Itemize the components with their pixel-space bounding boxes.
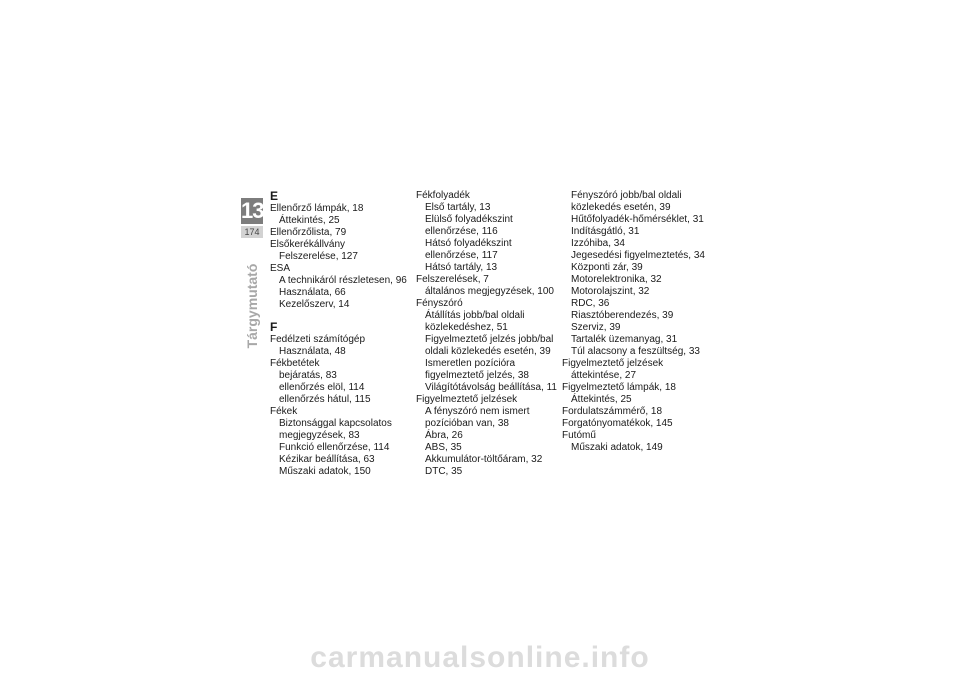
index-subentry: Világítótávolság beállítása, 11 (425, 382, 557, 393)
index-subentry: Túl alacsony a feszültség, 33 (571, 346, 700, 357)
index-column-2 (416, 190, 561, 478)
index-entry: Forgatónyomatékok, 145 (562, 418, 673, 429)
index-subentry: Kezelőszerv, 14 (279, 299, 350, 310)
index-column-3 (562, 190, 707, 454)
index-subentry: ABS, 35 (425, 442, 462, 453)
index-subentry: A fényszóró nem ismert (425, 406, 530, 417)
index-subentry: Akkumulátor-töltőáram, 32 (425, 454, 543, 465)
index-subentry: bejáratás, 83 (279, 370, 337, 381)
index-subentry: DTC, 35 (425, 466, 463, 477)
index-subentry: ellenőrzés elöl, 114 (279, 382, 365, 393)
index-subentry: Ismeretlen pozícióra (425, 358, 516, 369)
index-entry: Ellenőrző lámpák, 18 (270, 203, 364, 214)
index-subentry: közlekedés esetén, 39 (571, 202, 671, 213)
index-entry: Fordulatszámmérő, 18 (562, 406, 663, 417)
index-subentry: pozícióban van, 38 (425, 418, 509, 429)
index-subentry: Funkció ellenőrzése, 114 (279, 442, 390, 453)
index-subentry: Indításgátló, 31 (571, 226, 640, 237)
index-subentry: Műszaki adatok, 149 (571, 442, 663, 453)
index-subentry: Motorelektronika, 32 (571, 274, 662, 285)
index-subentry: Áttekintés, 25 (279, 215, 340, 226)
index-column-1 (270, 190, 415, 478)
index-subentry: megjegyzések, 83 (279, 430, 360, 441)
index-subentry: Hűtőfolyadék-hőmérséklet, 31 (571, 214, 704, 225)
index-subentry: Hátsó tartály, 13 (425, 262, 498, 273)
index-subentry: Kézikar beállítása, 63 (279, 454, 375, 465)
index-entry: Figyelmeztető lámpák, 18 (562, 382, 676, 393)
index-subentry: Használata, 66 (279, 287, 346, 298)
index-subentry: Átállítás jobb/bal oldali (425, 310, 525, 321)
index-subentry: közlekedéshez, 51 (425, 322, 508, 333)
index-subentry: Riasztóberendezés, 39 (571, 310, 674, 321)
index-subentry: Felszerelése, 127 (279, 251, 358, 262)
index-subentry: Motorolajszint, 32 (571, 286, 650, 297)
section-title: Tárgymutató (244, 263, 260, 349)
index-subentry: Tartalék üzemanyag, 31 (571, 334, 678, 345)
index-subentry: általános megjegyzések, 100 (425, 286, 554, 297)
watermark: carmanualsonline.info (310, 641, 650, 674)
section-title-wrapper (229, 258, 275, 358)
index-subentry: figyelmeztető jelzés, 38 (425, 370, 529, 381)
index-subentry: ellenőrzés hátul, 115 (279, 394, 371, 405)
index-entry: Fékfolyadék (416, 190, 470, 201)
index-entry: Elsőkerékállvány (270, 239, 346, 250)
index-entry: Felszerelések, 7 (416, 274, 489, 285)
chapter-badge (241, 198, 263, 238)
index-letter-heading: F (270, 320, 278, 334)
page-number: 174 (241, 226, 263, 238)
index-subentry: RDC, 36 (571, 298, 610, 309)
index-subentry: áttekintése, 27 (571, 370, 637, 381)
index-entry: Ellenőrzőlista, 79 (270, 227, 347, 238)
index-subentry: Hátsó folyadékszint (425, 238, 512, 249)
index-subentry: Figyelmeztető jelzés jobb/bal (425, 334, 554, 345)
index-entry: Futómű (562, 430, 596, 441)
index-entry: ESA (270, 263, 291, 274)
index-subentry: Központi zár, 39 (571, 262, 643, 273)
index-subentry: oldali közlekedés esetén, 39 (425, 346, 551, 357)
index-subentry: Izzóhiba, 34 (571, 238, 625, 249)
index-entry: Figyelmeztető jelzések (416, 394, 518, 405)
index-subentry: Elülső folyadékszint (425, 214, 513, 225)
index-subentry: Szerviz, 39 (571, 322, 621, 333)
index-subentry: Áttekintés, 25 (571, 394, 632, 405)
index-subentry: Fényszóró jobb/bal oldali (571, 190, 682, 201)
index-subentry: A technikáról részletesen, 96 (279, 275, 407, 286)
index-entry: Figyelmeztető jelzések (562, 358, 664, 369)
index-entry: Fényszóró (416, 298, 463, 309)
index-subentry: Használata, 48 (279, 346, 346, 357)
index-entry: Fékbetétek (270, 358, 320, 369)
chapter-number: 13 (241, 198, 264, 223)
index-subentry: Első tartály, 13 (425, 202, 491, 213)
index-subentry: ellenőrzése, 117 (425, 250, 498, 261)
index-subentry: Jegesedési figyelmeztetés, 34 (571, 250, 705, 261)
index-entry: Fedélzeti számítógép (270, 334, 366, 345)
index-subentry: Ábra, 26 (425, 430, 463, 441)
index-subentry: Biztonsággal kapcsolatos (279, 418, 392, 429)
index-letter-heading: E (270, 189, 279, 203)
index-entry: Fékek (270, 406, 298, 417)
index-subentry: ellenőrzése, 116 (425, 226, 498, 237)
index-subentry: Műszaki adatok, 150 (279, 466, 371, 477)
